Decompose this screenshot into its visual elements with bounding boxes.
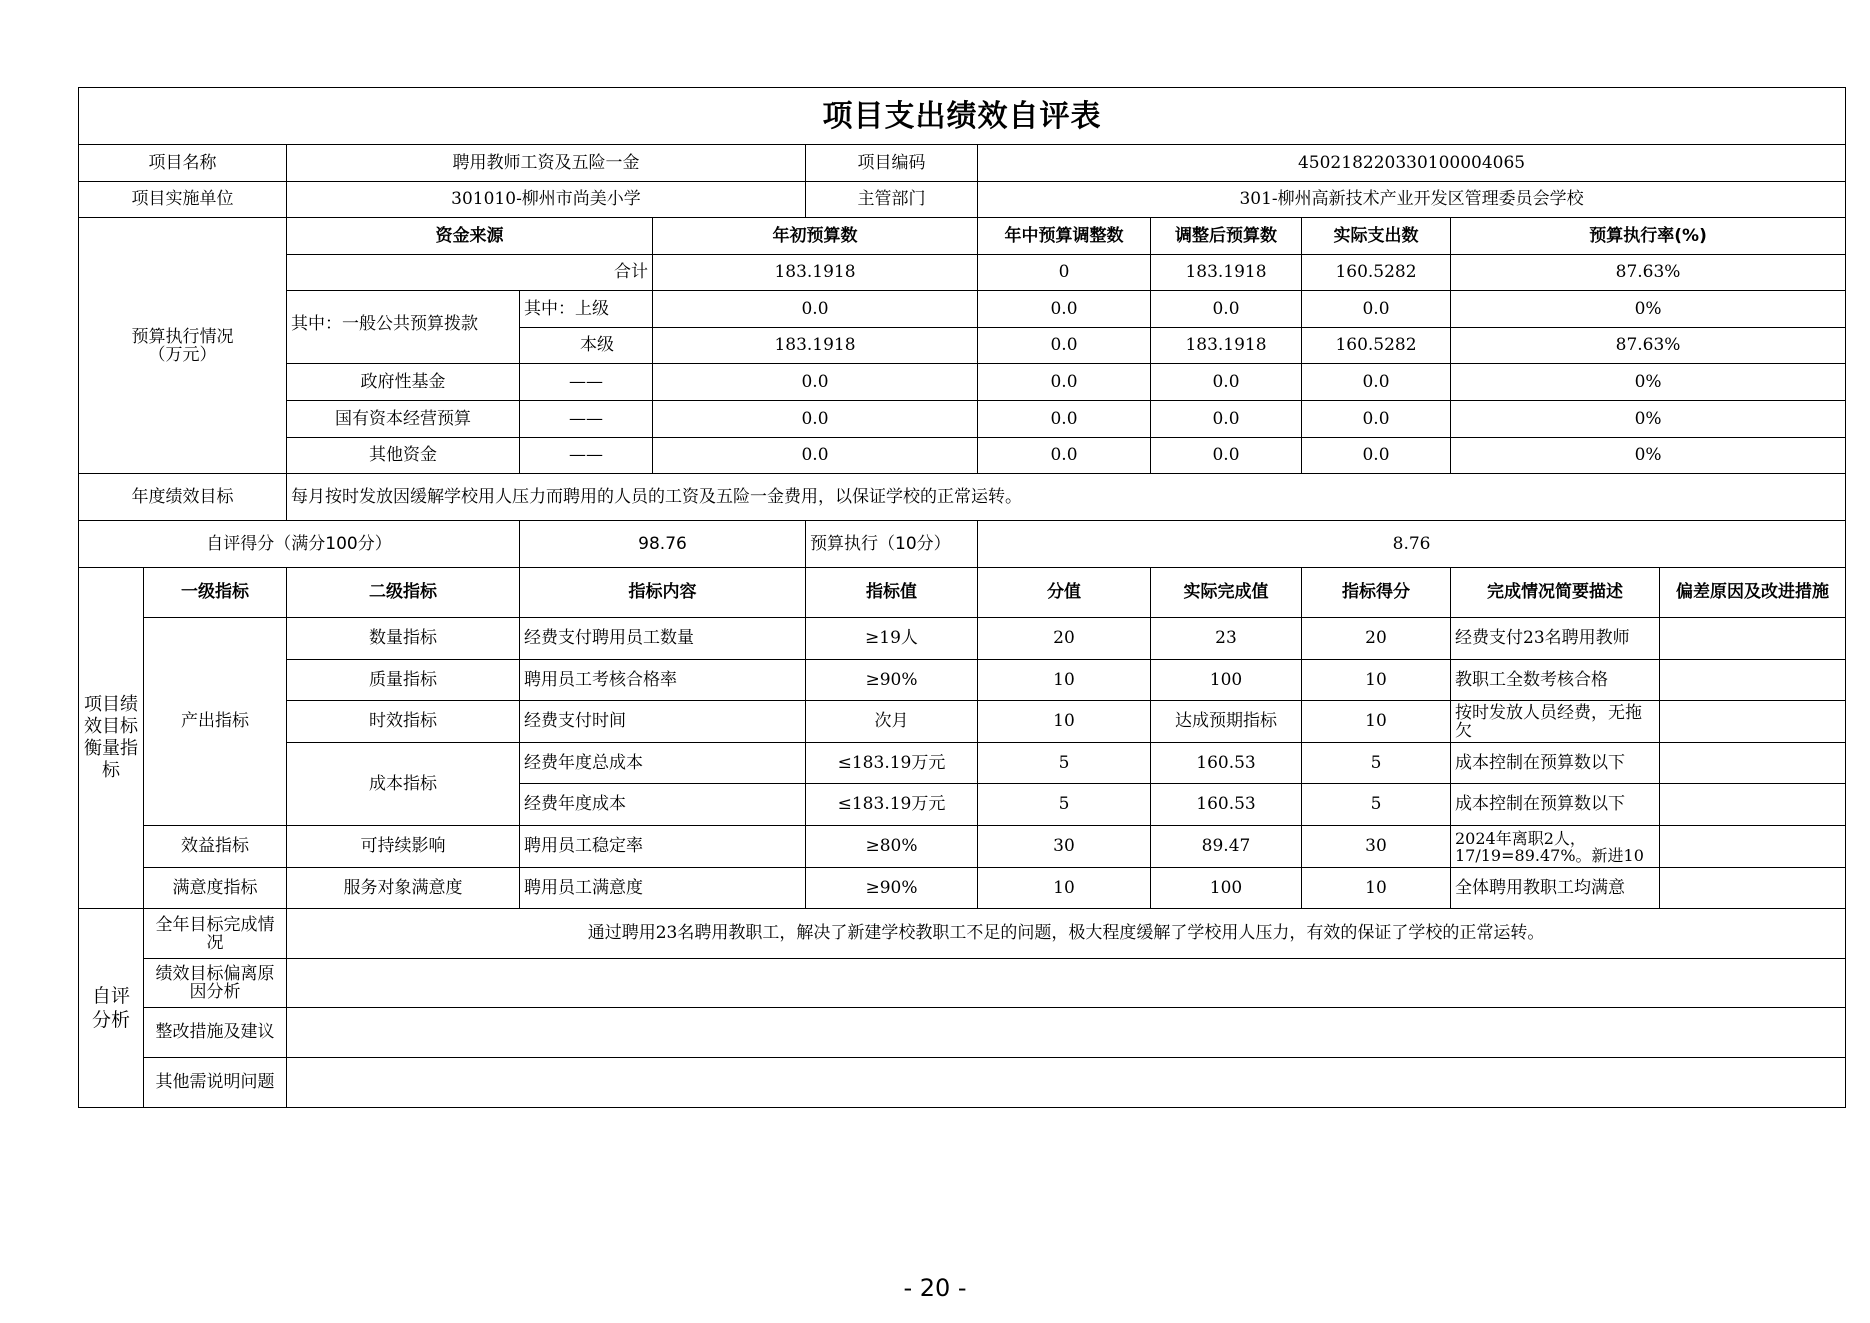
ind-col-content: 指标内容	[520, 568, 806, 618]
table-title: 项目支出绩效自评表	[79, 88, 1846, 145]
project-code-label: 项目编码	[806, 145, 978, 182]
deviation-text	[287, 959, 1846, 1008]
ind-weight: 30	[978, 826, 1151, 868]
ind-target: ≥90%	[806, 660, 978, 701]
budget-row-gov-fund	[79, 364, 1846, 401]
table-row	[79, 868, 1846, 909]
budget-local-adjust: 0.0	[978, 328, 1151, 364]
budget-local-label: 本级	[520, 328, 653, 364]
ind-reason	[1660, 701, 1846, 743]
ind-reason	[1660, 826, 1846, 868]
budget-upper-initial: 0.0	[653, 291, 978, 328]
ind-desc: 成本控制在预算数以下	[1451, 743, 1660, 784]
ind-desc: 全体聘用教职工均满意	[1451, 868, 1660, 909]
ind-actual: 160.53	[1151, 784, 1302, 826]
ind-level2: 时效指标	[287, 701, 520, 743]
ind-col-target: 指标值	[806, 568, 978, 618]
budget-row-state-capital	[79, 401, 1846, 438]
ind-actual: 23	[1151, 618, 1302, 660]
budget-total-rate: 87.63%	[1451, 255, 1846, 291]
ind-content: 聘用员工稳定率	[520, 826, 806, 868]
budget-upper-adjust: 0.0	[978, 291, 1151, 328]
budget-row-other	[79, 438, 1846, 474]
budget-upper-label: 其中：上级	[520, 291, 653, 328]
budget-total-actual: 160.5282	[1302, 255, 1451, 291]
budget-general-label: 其中：一般公共预算拨款	[287, 291, 520, 364]
ind-actual: 160.53	[1151, 743, 1302, 784]
ind-col-score: 指标得分	[1302, 568, 1451, 618]
ind-target: 次月	[806, 701, 978, 743]
budget-row-upper	[79, 291, 1846, 328]
budget-total-after: 183.1918	[1151, 255, 1302, 291]
budget-execution-score-value: 8.76	[978, 521, 1846, 568]
budget-other-initial: 0.0	[653, 438, 978, 474]
ind-col-actual: 实际完成值	[1151, 568, 1302, 618]
ind-reason	[1660, 743, 1846, 784]
budget-execution-score-label: 预算执行（10分）	[806, 521, 978, 568]
ind-actual: 达成预期指标	[1151, 701, 1302, 743]
dept-value: 301-柳州高新技术产业开发区管理委员会学校	[978, 182, 1846, 218]
completion-label: 全年目标完成情况	[144, 909, 287, 959]
project-unit-value: 301010-柳州市尚美小学	[287, 182, 806, 218]
budget-gov-fund-actual: 0.0	[1302, 364, 1451, 401]
rectify-label: 整改措施及建议	[144, 1008, 287, 1058]
ind-weight: 10	[978, 701, 1151, 743]
other-issues-label: 其他需说明问题	[144, 1058, 287, 1108]
col-mid-adjust: 年中预算调整数	[978, 218, 1151, 255]
budget-gov-fund-label: 政府性基金	[287, 364, 520, 401]
budget-gov-fund-adjust: 0.0	[978, 364, 1151, 401]
budget-state-capital-adjust: 0.0	[978, 401, 1151, 438]
table-row	[79, 660, 1846, 701]
ind-desc: 2024年离职2人，17/19=89.47%。新进10	[1451, 826, 1660, 868]
ind-score: 20	[1302, 618, 1451, 660]
budget-row-total	[79, 255, 1846, 291]
indicator-section-label: 项目绩效目标衡量指标	[79, 568, 144, 909]
budget-state-capital-actual: 0.0	[1302, 401, 1451, 438]
analysis-section-label: 自评分析	[79, 909, 144, 1108]
ind-col-weight: 分值	[978, 568, 1151, 618]
budget-other-dash: ——	[520, 438, 653, 474]
other-issues-text	[287, 1058, 1846, 1108]
budget-upper-rate: 0%	[1451, 291, 1846, 328]
budget-other-rate: 0%	[1451, 438, 1846, 474]
col-initial-budget: 年初预算数	[653, 218, 978, 255]
ind-col-level1: 一级指标	[144, 568, 287, 618]
budget-state-capital-rate: 0%	[1451, 401, 1846, 438]
ind-col-reason: 偏差原因及改进措施	[1660, 568, 1846, 618]
project-code-value: 450218220330100004065	[978, 145, 1846, 182]
ind-target: ≤183.19万元	[806, 743, 978, 784]
col-fund-source: 资金来源	[287, 218, 653, 255]
ind-weight: 10	[978, 660, 1151, 701]
budget-other-after: 0.0	[1151, 438, 1302, 474]
self-score-value: 98.76	[520, 521, 806, 568]
table-row	[79, 618, 1846, 660]
ind-reason	[1660, 784, 1846, 826]
ind-weight: 10	[978, 868, 1151, 909]
ind-reason	[1660, 660, 1846, 701]
ind-desc: 成本控制在预算数以下	[1451, 784, 1660, 826]
project-name-value: 聘用教师工资及五险一金	[287, 145, 806, 182]
budget-upper-actual: 0.0	[1302, 291, 1451, 328]
ind-level2: 可持续影响	[287, 826, 520, 868]
deviation-label: 绩效目标偏离原因分析	[144, 959, 287, 1008]
rectify-text	[287, 1008, 1846, 1058]
ind-level2: 服务对象满意度	[287, 868, 520, 909]
ind-target: ≤183.19万元	[806, 784, 978, 826]
ind-weight: 5	[978, 743, 1151, 784]
performance-self-evaluation-table	[78, 87, 1846, 1108]
table-row	[79, 701, 1846, 743]
ind-content: 经费支付时间	[520, 701, 806, 743]
budget-other-adjust: 0.0	[978, 438, 1151, 474]
col-execution-rate: 预算执行率(%)	[1451, 218, 1846, 255]
budget-local-initial: 183.1918	[653, 328, 978, 364]
budget-local-after: 183.1918	[1151, 328, 1302, 364]
budget-local-actual: 160.5282	[1302, 328, 1451, 364]
ind-level2: 成本指标	[287, 743, 520, 826]
ind-content: 聘用员工满意度	[520, 868, 806, 909]
budget-section-label: 预算执行情况 （万元）	[79, 218, 287, 474]
ind-content: 经费年度成本	[520, 784, 806, 826]
ind-desc: 按时发放人员经费，无拖欠	[1451, 701, 1660, 743]
ind-content: 经费支付聘用员工数量	[520, 618, 806, 660]
ind-col-desc: 完成情况简要描述	[1451, 568, 1660, 618]
ind-score: 5	[1302, 784, 1451, 826]
ind-score: 10	[1302, 868, 1451, 909]
output-indicator-label: 产出指标	[144, 618, 287, 826]
ind-actual: 100	[1151, 868, 1302, 909]
benefit-indicator-label: 效益指标	[144, 826, 287, 868]
budget-total-label: 合计	[287, 255, 653, 291]
col-actual-spend: 实际支出数	[1302, 218, 1451, 255]
table-row	[79, 743, 1846, 784]
ind-score: 10	[1302, 660, 1451, 701]
budget-state-capital-after: 0.0	[1151, 401, 1302, 438]
col-adjusted-budget: 调整后预算数	[1151, 218, 1302, 255]
budget-gov-fund-rate: 0%	[1451, 364, 1846, 401]
self-score-label: 自评得分（满分100分）	[79, 521, 520, 568]
budget-gov-fund-after: 0.0	[1151, 364, 1302, 401]
ind-content: 聘用员工考核合格率	[520, 660, 806, 701]
project-unit-label: 项目实施单位	[79, 182, 287, 218]
budget-state-capital-label: 国有资本经营预算	[287, 401, 520, 438]
ind-level2: 数量指标	[287, 618, 520, 660]
completion-text: 通过聘用23名聘用教职工，解决了新建学校教职工不足的问题，极大程度缓解了学校用人压力，有效的保证了学校的正常运转。	[287, 909, 1846, 959]
ind-score: 5	[1302, 743, 1451, 784]
ind-score: 10	[1302, 701, 1451, 743]
ind-score: 30	[1302, 826, 1451, 868]
ind-target: ≥19人	[806, 618, 978, 660]
ind-actual: 100	[1151, 660, 1302, 701]
ind-actual: 89.47	[1151, 826, 1302, 868]
budget-total-adjust: 0	[978, 255, 1151, 291]
ind-desc: 经费支付23名聘用教师	[1451, 618, 1660, 660]
ind-weight: 20	[978, 618, 1151, 660]
satisfaction-indicator-label: 满意度指标	[144, 868, 287, 909]
ind-col-level2: 二级指标	[287, 568, 520, 618]
ind-desc: 教职工全数考核合格	[1451, 660, 1660, 701]
budget-state-capital-initial: 0.0	[653, 401, 978, 438]
ind-target: ≥80%	[806, 826, 978, 868]
ind-reason	[1660, 868, 1846, 909]
ind-level2: 质量指标	[287, 660, 520, 701]
page-number: - 20 -	[903, 1274, 967, 1302]
budget-upper-after: 0.0	[1151, 291, 1302, 328]
budget-gov-fund-dash: ——	[520, 364, 653, 401]
annual-goal-text: 每月按时发放因缓解学校用人压力而聘用的人员的工资及五险一金费用，以保证学校的正常运转。	[287, 474, 1846, 521]
budget-state-capital-dash: ——	[520, 401, 653, 438]
budget-total-initial: 183.1918	[653, 255, 978, 291]
table-row	[79, 826, 1846, 868]
dept-label: 主管部门	[806, 182, 978, 218]
budget-gov-fund-initial: 0.0	[653, 364, 978, 401]
budget-other-actual: 0.0	[1302, 438, 1451, 474]
ind-reason	[1660, 618, 1846, 660]
ind-target: ≥90%	[806, 868, 978, 909]
annual-goal-label: 年度绩效目标	[79, 474, 287, 521]
ind-content: 经费年度总成本	[520, 743, 806, 784]
budget-local-rate: 87.63%	[1451, 328, 1846, 364]
project-name-label: 项目名称	[79, 145, 287, 182]
ind-weight: 5	[978, 784, 1151, 826]
budget-other-label: 其他资金	[287, 438, 520, 474]
